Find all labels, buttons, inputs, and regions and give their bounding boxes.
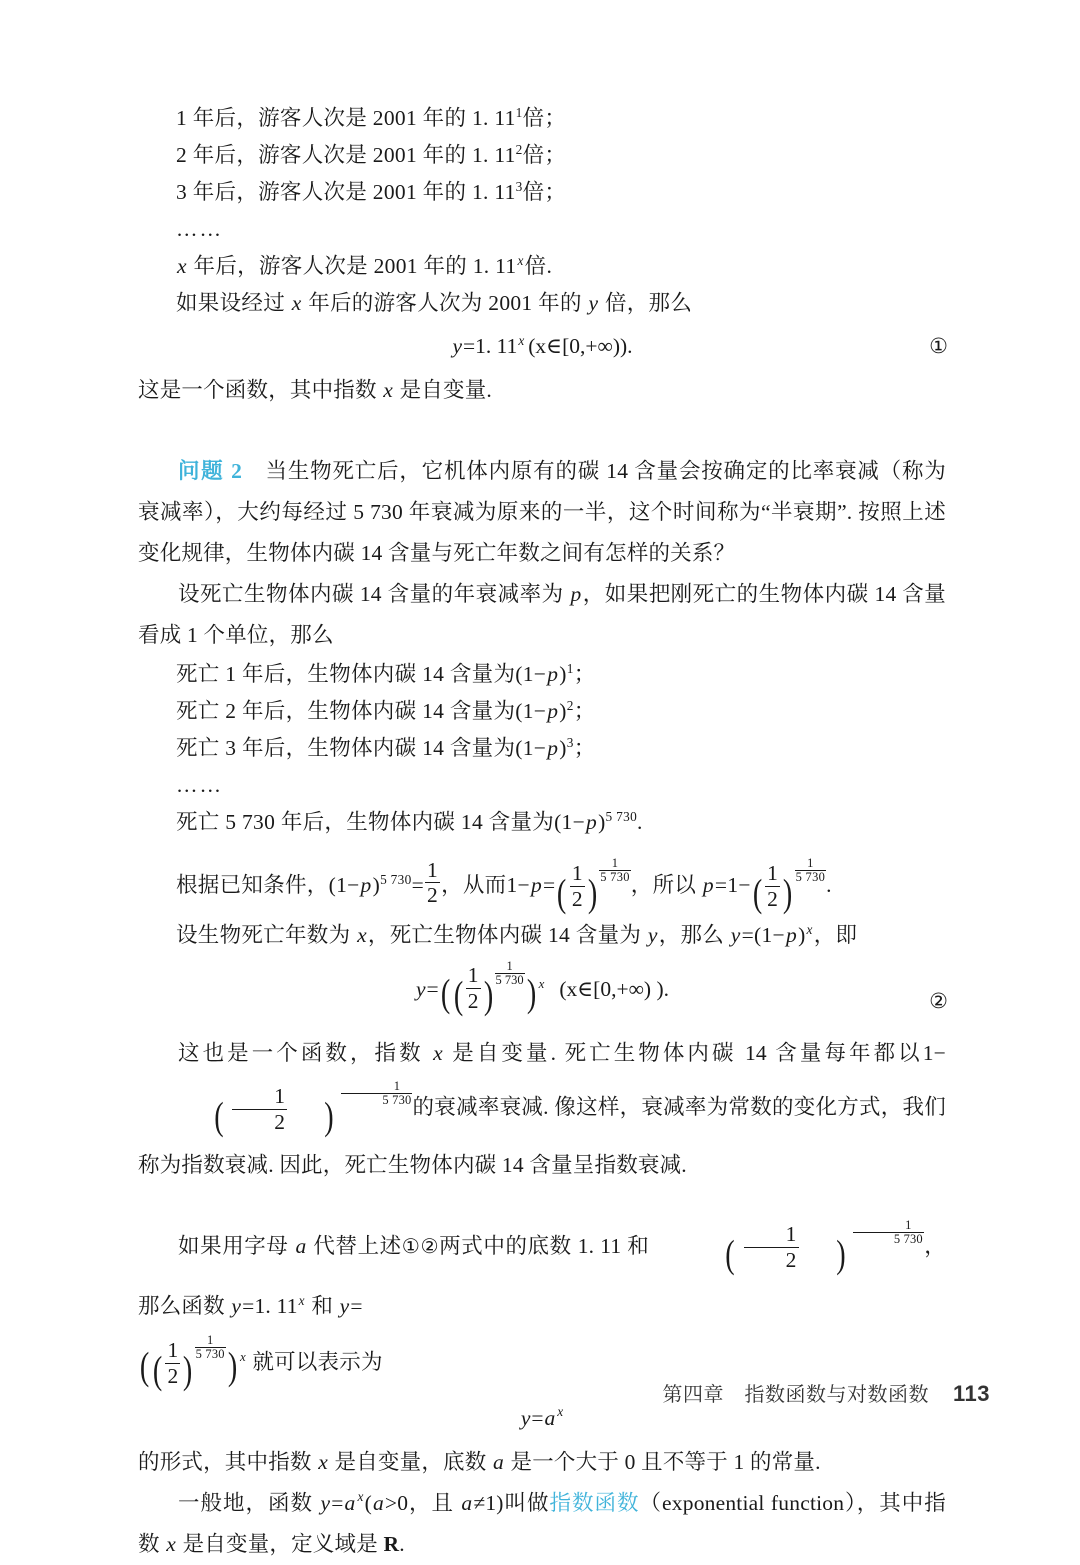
numerator: 1 xyxy=(427,857,439,882)
lead-text-b: 代替上述 xyxy=(307,1234,402,1259)
variable-p: p xyxy=(586,810,598,834)
term-exponential-function: 指数函数 xyxy=(549,1490,640,1515)
exponent: 3 xyxy=(515,178,523,194)
footer-page-number: 113 xyxy=(953,1381,990,1406)
equals: = xyxy=(426,976,439,1001)
variable-x: x xyxy=(166,1531,177,1556)
numerator: 1 xyxy=(167,1338,179,1363)
exponent: 2 xyxy=(566,697,574,713)
exponent-fraction xyxy=(495,960,525,987)
numerator: 1 xyxy=(341,1080,412,1094)
fraction-one-half xyxy=(764,862,781,911)
form-paragraph xyxy=(138,1442,946,1483)
page-content xyxy=(138,100,946,1565)
exponent: 5 730 xyxy=(605,808,638,824)
variable-a: a xyxy=(461,1490,473,1515)
paren-close: ) xyxy=(372,873,381,897)
denominator: 5 730 xyxy=(382,1092,412,1107)
equation-tag-2: ② xyxy=(929,988,948,1013)
paren-left: ( xyxy=(214,1094,224,1138)
exponent-fraction xyxy=(599,857,631,884)
equation-lhs: y xyxy=(452,334,463,358)
term-open: (1− xyxy=(328,873,360,897)
variable-p: p xyxy=(547,662,559,686)
exponent: x xyxy=(298,1292,305,1308)
form-text-a: 的形式，其中指数 xyxy=(138,1449,318,1474)
list-item-text: 3 年后，游客人次是 2001 年的 1. 11 xyxy=(176,180,516,204)
fraction-one-half xyxy=(569,862,586,911)
denominator: 2 xyxy=(274,1109,286,1134)
paren-open: ( xyxy=(364,1490,372,1515)
variable-y: y xyxy=(647,922,658,947)
list-item-suffix: ； xyxy=(573,736,596,760)
variable-x: x xyxy=(357,922,367,947)
paren-right: ) xyxy=(835,1233,846,1277)
form-text-b: 是自变量，底数 xyxy=(328,1449,492,1474)
equals: = xyxy=(411,873,425,897)
paren-left: ( xyxy=(725,1233,736,1277)
paren-right: ) xyxy=(587,872,598,916)
list-item xyxy=(138,100,946,137)
general-definition-paragraph xyxy=(138,1483,946,1565)
paren-close: ) xyxy=(798,922,806,947)
denominator: 2 xyxy=(571,887,583,912)
variable-y: y xyxy=(588,291,599,315)
halflife-line xyxy=(138,804,946,841)
equation-tag-1: ① xyxy=(929,334,948,358)
equals: = xyxy=(531,1405,544,1430)
ellipsis: …… xyxy=(176,773,223,797)
paren-left: ( xyxy=(453,974,463,1018)
fraction-one-half xyxy=(231,1085,288,1134)
fraction-one-half xyxy=(465,964,482,1013)
problem2-setup xyxy=(138,574,946,656)
list-item-suffix: 倍； xyxy=(522,143,567,167)
denominator: 2 xyxy=(767,887,779,912)
ref-tag-1: ① xyxy=(401,1234,421,1259)
lead-text-a: 如果用字母 xyxy=(178,1234,295,1259)
denominator: 2 xyxy=(427,883,439,908)
problem2-intro xyxy=(138,451,946,574)
general-term-text: 年后，游客人次是 2001 年的 1. 11 xyxy=(187,254,517,278)
fraction-one-half xyxy=(743,1223,800,1272)
list-item-suffix: ； xyxy=(573,662,596,686)
derivation-tail: ，所以 xyxy=(630,873,702,897)
derivation-lead: 根据已知条件， xyxy=(176,873,329,897)
outer-exponent: x xyxy=(239,1349,246,1364)
define-text-c: ，那么 xyxy=(658,922,730,947)
condition-gt: >0，且 xyxy=(384,1490,461,1515)
equation-rhs: =1. 11 xyxy=(463,334,518,358)
derivation-line xyxy=(138,857,946,917)
equals: = xyxy=(331,1490,344,1515)
real-numbers-symbol: R xyxy=(383,1531,400,1556)
variable-a: a xyxy=(295,1234,307,1259)
paren-right-outer: ) xyxy=(526,972,536,1016)
variable-x: x xyxy=(291,291,302,315)
halflife-text: 死亡 5 730 年后，生物体内碳 14 含量为(1− xyxy=(176,810,586,834)
paren-right: ) xyxy=(783,872,793,916)
exponent: 5 730 xyxy=(380,871,412,887)
numerator: 1 xyxy=(467,963,479,988)
definition-line xyxy=(138,917,946,954)
general-text-d: 是自变量，定义域是 xyxy=(177,1531,384,1556)
numerator: 1 xyxy=(571,861,583,886)
condition-ne: ≠1) xyxy=(473,1490,504,1515)
decay-text-c: 的衰减率衰减. 像这样，衰减率为常数的变化方式，我们称为指数衰减. 因此，死亡生物体内碳 14 含量呈指数衰减. xyxy=(138,1094,946,1178)
general-text-b: 叫做 xyxy=(503,1490,550,1515)
define-text-d: ，即 xyxy=(813,922,858,947)
paren-close: ) xyxy=(598,810,606,834)
paren-left: ( xyxy=(752,872,763,916)
define-text-b: ，死亡生物体内碳 14 含量为 xyxy=(367,922,647,947)
denominator: 5 730 xyxy=(795,870,826,885)
paren-close: ) xyxy=(559,699,567,723)
variable-p: p xyxy=(570,582,582,606)
denominator: 5 730 xyxy=(495,972,524,987)
conclusion-text-a: 这是一个函数，其中指数 xyxy=(138,378,383,402)
equals: = xyxy=(350,1293,363,1318)
variable-p: p xyxy=(547,699,559,723)
equation-1 xyxy=(138,326,946,366)
list-item-text: 死亡 3 年后，生物体内碳 14 含量为(1− xyxy=(176,736,547,760)
equation-2 xyxy=(138,958,946,1022)
variable-p: p xyxy=(547,736,559,760)
derivation-mid: ，从而1− xyxy=(441,873,530,897)
equation-domain: (x∈[0,+∞)). xyxy=(528,334,633,358)
variable-a: a xyxy=(372,1490,384,1515)
list-item xyxy=(138,693,946,730)
setup-text-a: 如果设经过 xyxy=(176,291,291,315)
exponent: x xyxy=(517,252,524,268)
exponent: x xyxy=(518,332,525,348)
general-text-c: （exponential function），其中指数 xyxy=(138,1490,946,1556)
function-1: =1. 11 xyxy=(242,1293,298,1318)
list-item xyxy=(138,656,946,693)
variable-y: y xyxy=(231,1293,242,1318)
setup-text-a: 设死亡生物体内碳 14 含量的年衰减率为 xyxy=(178,582,570,606)
numerator: 1 xyxy=(744,1223,799,1248)
equals: =1− xyxy=(714,873,751,897)
variable-x: x xyxy=(177,254,187,278)
list-item xyxy=(138,174,946,211)
numerator: 1 xyxy=(232,1085,287,1110)
power-expression xyxy=(751,857,826,916)
general-text-a: 一般地，函数 xyxy=(178,1490,320,1515)
list-item-text: 死亡 1 年后，生物体内碳 14 含量为(1− xyxy=(176,662,547,686)
variable-x: x xyxy=(318,1449,328,1474)
problem2-label: 问题 2 xyxy=(178,459,243,483)
paren-right-outer: ) xyxy=(227,1345,238,1389)
list-item-text: 2 年后，游客人次是 2001 年的 1. 11 xyxy=(176,143,516,167)
ellipsis: …… xyxy=(176,217,223,241)
page-footer xyxy=(0,1378,1080,1407)
paren-close: ) xyxy=(559,662,567,686)
lead-text-d: ，那么函数 xyxy=(138,1234,946,1318)
fraction-one-half xyxy=(424,859,441,908)
general-text-e: . xyxy=(399,1531,405,1556)
exponent-fraction xyxy=(795,857,827,884)
numerator: 1 xyxy=(767,861,779,886)
exponent-fraction xyxy=(853,1219,924,1246)
equals: = xyxy=(543,873,556,897)
derivation-end: . xyxy=(826,873,832,897)
numerator: 1 xyxy=(195,1334,226,1348)
paren-left: ( xyxy=(557,872,567,916)
function-body: =(1− xyxy=(741,922,785,947)
general-term-suffix: 倍. xyxy=(524,254,553,278)
base-a: a xyxy=(544,1405,556,1430)
numerator: 1 xyxy=(495,960,525,974)
variable-a: a xyxy=(493,1449,504,1474)
denominator: 2 xyxy=(467,989,479,1014)
paren-close: ) xyxy=(559,736,567,760)
numerator: 1 xyxy=(853,1219,924,1233)
numerator: 1 xyxy=(599,857,631,871)
exponent: 2 xyxy=(515,141,523,157)
equation-lhs: y xyxy=(520,1405,531,1430)
conclusion-text-b: 是自变量. xyxy=(394,378,492,402)
list-item xyxy=(138,730,946,767)
list-item-text: 死亡 2 年后，生物体内碳 14 含量为(1− xyxy=(176,699,547,723)
paren-left-outer: ( xyxy=(440,972,450,1016)
equation-lhs: y xyxy=(416,976,426,1001)
variable-y: y xyxy=(339,1293,350,1318)
problem2-intro-text: 当生物死亡后，它机体内原有的碳 14 含量会按确定的比率衰减（称为衰减率），大约每经过 5 730 年衰减为原来的一半，这个时间称为“半衰期”. 按照上述变化规律，生物体内碳 14 含量与死亡年数之间有怎样的关系？ xyxy=(138,459,946,565)
variable-p: p xyxy=(786,922,798,947)
general-term-line xyxy=(138,248,946,285)
base-a: a xyxy=(344,1490,356,1515)
list-item-text: 1 年后，游客人次是 2001 年的 1. 11 xyxy=(176,106,516,130)
exponent: 1 xyxy=(566,660,574,676)
inner-power xyxy=(452,960,525,1022)
exponent-fraction xyxy=(195,1334,226,1361)
decay-text-a: 这也是一个函数，指数 xyxy=(178,1040,433,1065)
exponent: x xyxy=(557,1404,564,1420)
denominator: 5 730 xyxy=(195,1347,225,1362)
variable-p: p xyxy=(702,873,714,897)
decay-paragraph xyxy=(138,1026,946,1192)
lead-text-f: 就可以表示为 xyxy=(246,1349,383,1374)
paren-right: ) xyxy=(324,1094,334,1138)
lead-text-c: 两式中的底数 1. 11 和 xyxy=(439,1234,650,1259)
lead-text-e: 和 xyxy=(305,1293,339,1318)
variable-p: p xyxy=(360,873,372,897)
power-expression xyxy=(649,1219,923,1278)
exponent: x xyxy=(357,1489,364,1505)
exponent-fraction xyxy=(341,1080,412,1107)
numerator: 1 xyxy=(795,857,827,871)
list-item-suffix: ； xyxy=(573,699,596,723)
denominator: 5 730 xyxy=(600,870,630,885)
paren-right: ) xyxy=(483,974,493,1018)
exponent: 1 xyxy=(515,104,523,120)
setup-text-b: ，如果把刚死亡的生物体内碳 14 含量看成 1 个单位，那么 xyxy=(138,582,946,647)
halflife-suffix: . xyxy=(637,810,643,834)
exponent: 3 xyxy=(566,734,574,750)
equation-domain: (x∈[0,+∞) ). xyxy=(559,976,669,1001)
paren-left: ( xyxy=(153,1349,163,1393)
ref-tag-2: ② xyxy=(420,1234,440,1259)
variable-x: x xyxy=(383,378,394,402)
denominator: 2 xyxy=(167,1363,179,1388)
variable-y: y xyxy=(320,1490,331,1515)
setup-line xyxy=(138,285,946,322)
denominator: 2 xyxy=(785,1248,797,1273)
variable-x: x xyxy=(433,1040,443,1065)
list-item-suffix: 倍； xyxy=(522,180,567,204)
decay-text-b: 是自变量. 死亡生物体内碳 14 含量每年都以1− xyxy=(443,1040,947,1065)
substitution-paragraph xyxy=(138,1218,946,1334)
paren-left-outer: ( xyxy=(139,1345,150,1389)
paren-right: ) xyxy=(183,1349,193,1393)
conclusion-paragraph xyxy=(138,370,946,411)
power-expression xyxy=(138,1080,412,1138)
setup-text-c: 倍，那么 xyxy=(599,291,693,315)
setup-text-b: 年后的游客人次为 2001 年的 xyxy=(302,291,588,315)
variable-y: y xyxy=(730,922,741,947)
list-item-suffix: 倍； xyxy=(522,106,567,130)
variable-p: p xyxy=(530,873,543,897)
power-expression xyxy=(555,857,630,916)
denominator: 5 730 xyxy=(893,1231,923,1246)
outer-exponent: x xyxy=(538,976,545,991)
define-text-a: 设生物死亡年数为 xyxy=(176,922,357,947)
exponent: x xyxy=(806,921,813,937)
form-text-c: 是一个大于 0 且不等于 1 的常量. xyxy=(504,1449,821,1474)
footer-chapter-title: 第四章 指数函数与对数函数 xyxy=(662,1384,929,1406)
list-item xyxy=(138,137,946,174)
